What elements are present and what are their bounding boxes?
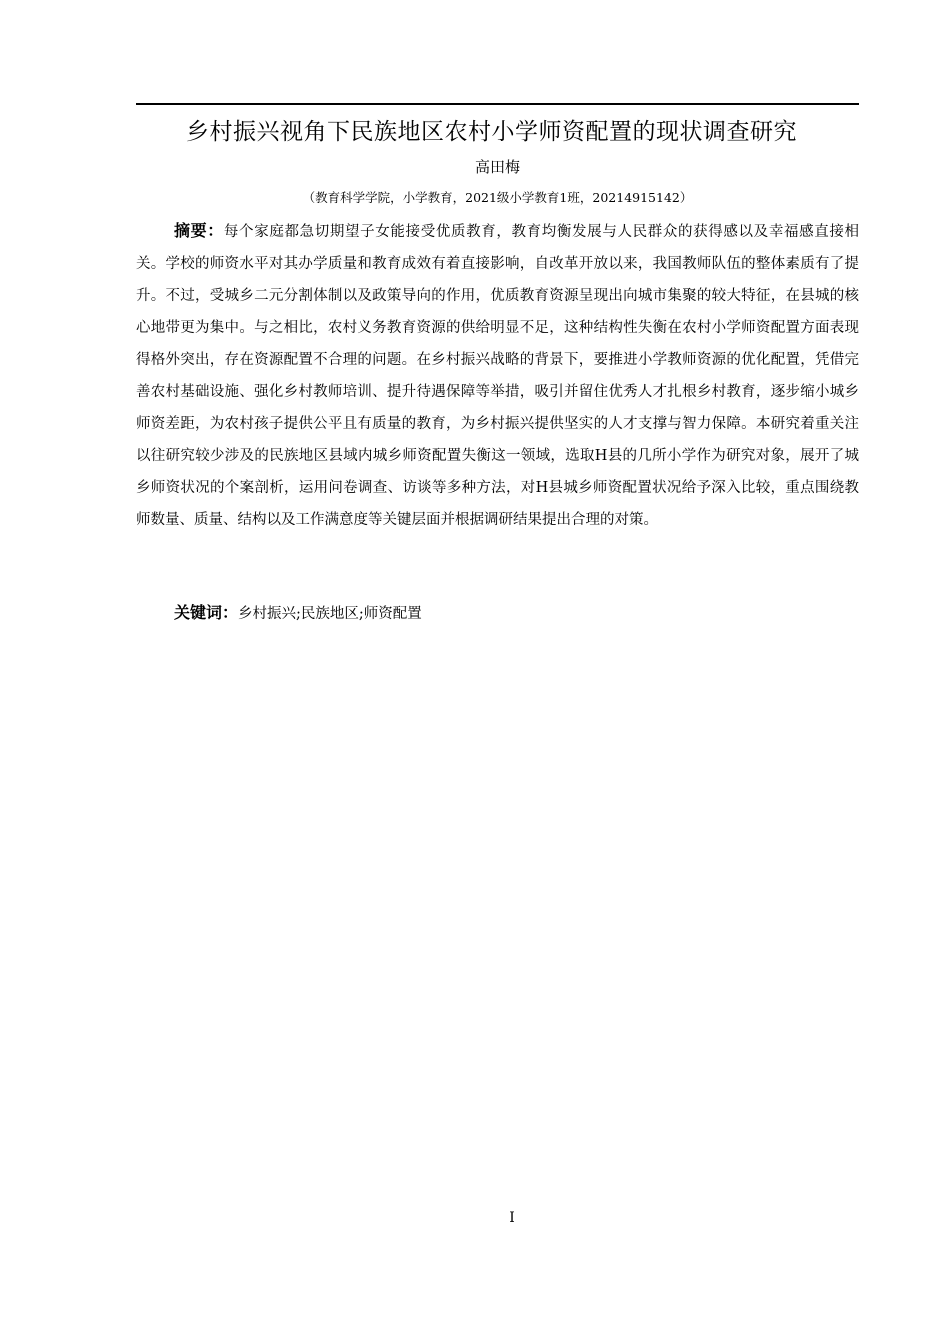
- keywords-text: 乡村振兴;民族地区;师资配置: [238, 606, 422, 622]
- author-name: 高田梅: [474, 158, 520, 176]
- abstract-text: 每个家庭都急切期望子女能接受优质教育，教育均衡发展与人民群众的获得感以及幸福感直接相关。学校的师资水平对其办学质量和教育成效有着直接影响，自改革开放以来，我国教师队伍的整体素质有了提升。不过，受城乡二元分割体制以及政策导向的作用，优质教育资源呈现出向城市集聚的较大特征，在县城的核心地带更为集中。与之相比，农村义务教育资源的供给明显不足，这种结构性失衡在农村小学师资配置方面表现得格外突出，存在资源配置不合理的问题。在乡村振兴战略的背景下，要推进小学教师资源的优化配置，凭借完善农村基础设施、强化乡村教师培训、提升待遇保障等举措，吸引并留住优秀人才扎根乡村教育，逐步缩小城乡师资差距，为农村孩子提供公平且有质量的教育，为乡村振兴提供坚实的人才支撑与智力保障。本研究着重关注以往研究较少涉及的民族地区县域内城乡师资配置失衡这一领域，选取H县的几所小学作为研究对象，展开了城乡师资状况的个案剖析，运用问卷调查、访谈等多种方法，对H县城乡师资配置状况给予深入比较，重点围绕教师数量、质量、结构以及工作满意度等关键层面并根据调研结果提出合理的对策。: [136, 224, 859, 528]
- abstract-label: 摘要：: [174, 221, 224, 240]
- keywords-label: 关键词：: [174, 603, 239, 622]
- page-number: I: [509, 1210, 515, 1226]
- paper-title: 乡村振兴视角下民族地区农村小学师资配置的现状调查研究: [186, 119, 797, 145]
- author-affiliation: （教育科学学院，小学教育，2021级小学教育1班，20214915142）: [302, 190, 693, 205]
- abstract-paragraph: [136, 215, 859, 536]
- header-rule: [136, 103, 859, 105]
- keywords-line: [174, 597, 859, 630]
